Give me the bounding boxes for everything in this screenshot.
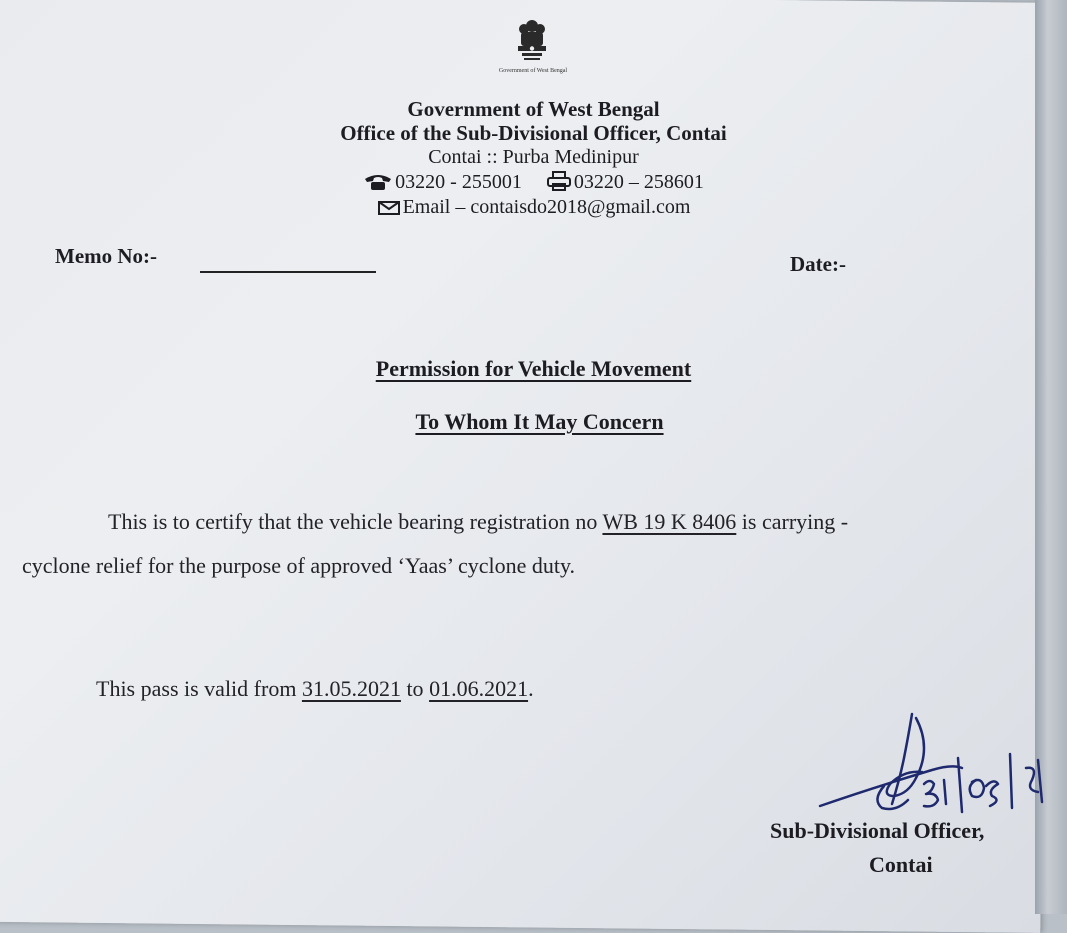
pass-validity — [96, 676, 534, 702]
date-label: Date:- — [790, 252, 846, 276]
valid-from-date: 31.05.2021 — [301, 676, 401, 701]
fax-number: 03220 – 258601 — [573, 171, 704, 193]
signatory-place: Contai — [869, 852, 933, 877]
subject-text: Permission for Vehicle Movement — [375, 356, 692, 381]
pass-to: to — [406, 676, 424, 701]
registration-number: WB 19 K 8406 — [602, 509, 737, 534]
office-address: Contai :: Purba Medinipur — [428, 146, 639, 168]
email-text: Email – contaisdo2018@gmail.com — [402, 196, 691, 218]
subject-heading — [0, 356, 1067, 382]
pass-prefix: This pass is valid from — [96, 676, 297, 701]
salutation-text: To Whom It May Concern — [415, 409, 664, 434]
org-name: Government of West Bengal — [407, 97, 660, 121]
certificate-prefix: This is to certify that the vehicle bearing registration no — [108, 509, 598, 534]
phone-number: 03220 - 255001 — [395, 171, 522, 193]
telephone-icon — [363, 173, 393, 197]
envelope-icon — [377, 198, 401, 222]
pass-end: . — [528, 676, 534, 701]
contact-phones — [0, 171, 1067, 197]
salutation-heading — [0, 409, 1067, 435]
certificate-suffix: is carrying - — [741, 509, 849, 534]
contact-email — [0, 196, 1067, 222]
office-name: Office of the Sub-Divisional Officer, Contai — [340, 121, 727, 145]
memo-label: Memo No:- — [55, 244, 158, 268]
fax-icon — [546, 171, 572, 197]
certificate-line-2: cyclone relief for the purpose of approved ‘Yaas’ cyclone duty. — [22, 553, 576, 578]
memo-number-blank — [200, 271, 376, 273]
valid-to-date: 01.06.2021 — [429, 676, 529, 701]
state-emblem-icon — [510, 18, 554, 68]
signatory-designation: Sub-Divisional Officer, — [770, 818, 985, 843]
certificate-line-1 — [108, 509, 848, 535]
emblem-caption: Government of West Bengal — [498, 68, 568, 74]
handwritten-signature — [812, 708, 1052, 818]
